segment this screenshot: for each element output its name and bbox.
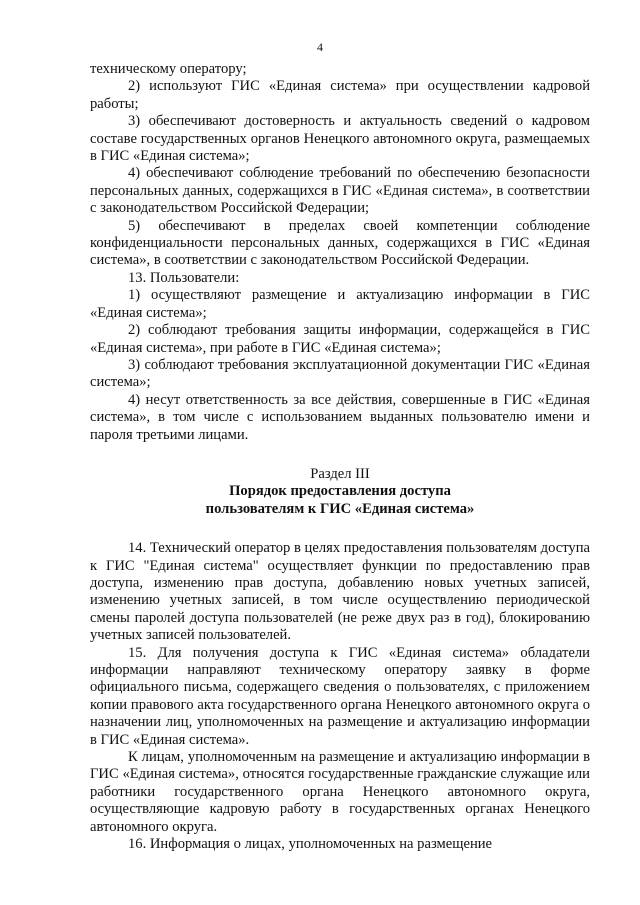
section-label: Раздел III: [310, 465, 370, 482]
paragraph: К лицам, уполномоченным на размещение и актуализацию информации в ГИС «Единая система», относятся государственные гражданские служащие или работники государственного органа Ненецкого автономного округа, осуществляющие кадровую работу в государственных органах Ненецкого автономного округа.: [90, 749, 590, 835]
page-number: 4: [317, 40, 323, 54]
paragraph: 14. Технический оператор в целях предоставления пользователям доступа к ГИС "Единая система" осуществляет функции по предоставлению прав доступа, изменению прав доступа, добавлению новых учетных записей, изменению учетных записей, в том числе осуществлению периодической смены паролей доступа пользователей (не реже двух раз в год), блокированию учетных записей пользователей.: [90, 540, 590, 644]
paragraph: 4) несут ответственность за все действия, совершенные в ГИС «Единая система», в том числе с использованием выданных пользователю имени и пароля третьими лицами.: [90, 391, 590, 443]
paragraph: техническому оператору;: [90, 61, 247, 77]
paragraph: 13. Пользователи:: [128, 269, 240, 286]
section-title-line2: пользователям к ГИС «Единая система»: [205, 500, 475, 517]
section-heading: [90, 466, 590, 518]
paragraph: 15. Для получения доступа к ГИС «Единая система» обладатели информации направляют техническому оператору заявку в форме официального письма, содержащего сведения о пользователях, с приложением копии правового акта государственного органа Ненецкого автономного округа о назначении лиц, уполномоченных на размещение и актуализацию информации в ГИС «Единая система».: [90, 644, 590, 748]
section-title-line1: Порядок предоставления доступа: [229, 483, 451, 500]
document-body: [90, 61, 590, 853]
paragraph: 1) осуществляют размещение и актуализацию информации в ГИС «Единая система»;: [90, 287, 590, 321]
paragraph: 16. Информация о лицах, уполномоченных на размещение: [128, 836, 493, 853]
paragraph: 5) обеспечивают в пределах своей компетенции соблюдение конфиденциальности персональных данных, содержащихся в ГИС «Единая система», в соответствии с законодательством Российской Федерации.: [90, 217, 590, 269]
paragraph: 3) обеспечивают достоверность и актуальность сведений о кадровом составе государственных органов Ненецкого автономного округа, размещаемых в ГИС «Единая система»;: [90, 113, 590, 165]
paragraph: 3) соблюдают требования эксплуатационной документации ГИС «Единая система»;: [90, 356, 590, 391]
paragraph: 4) обеспечивают соблюдение требований по обеспечению безопасности персональных данных, содержащихся в ГИС «Единая система», в соответствии с законодательством Российской Федерации;: [90, 165, 590, 217]
paragraph: 2) соблюдают требования защиты информации, содержащейся в ГИС «Единая система», при работе в ГИС «Единая система»;: [90, 322, 590, 356]
paragraph: 2) используют ГИС «Единая система» при осуществлении кадровой работы;: [90, 78, 590, 112]
